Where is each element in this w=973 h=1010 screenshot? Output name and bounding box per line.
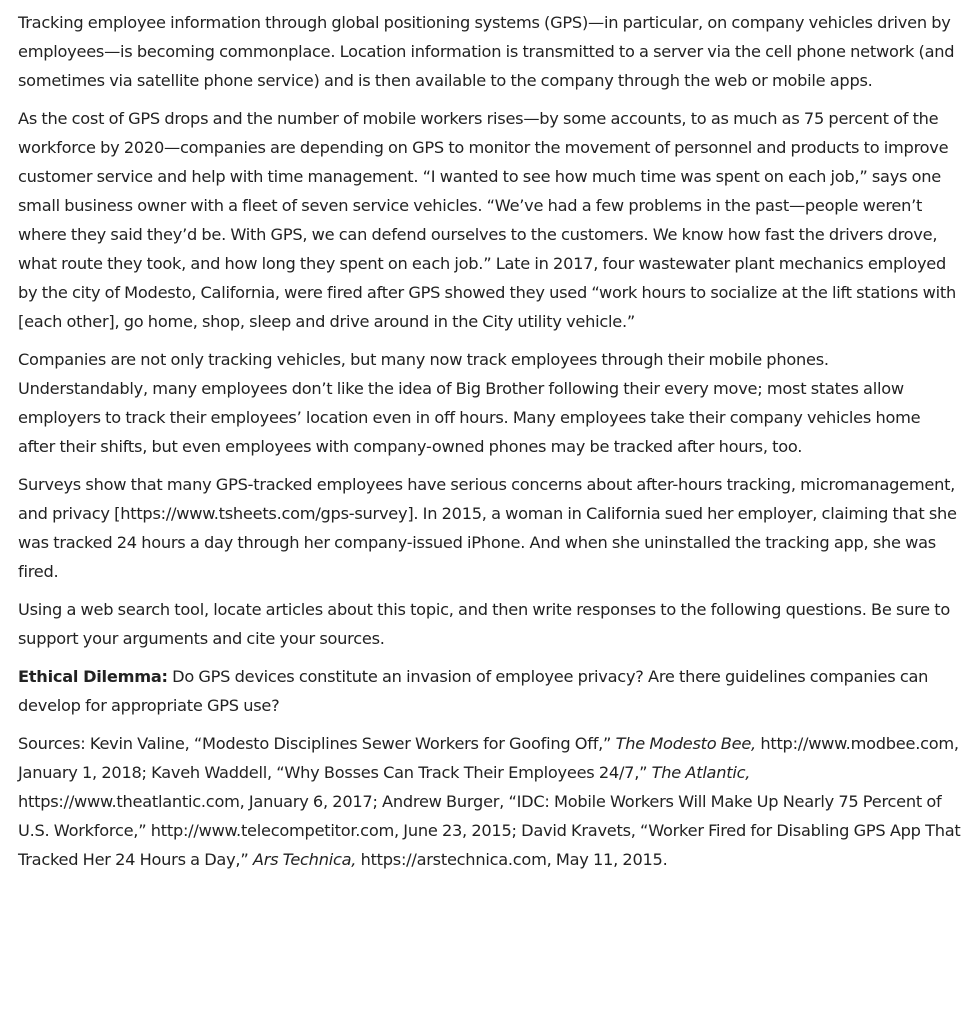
sources-part-1: Sources: Kevin Valine, “Modesto Disciplines Sewer Workers for Goofing Off,”: [18, 734, 616, 753]
sources-part-2: http://www.modbee.com, January 1, 2018; Kaveh Waddell, “Why Bosses Can Track Their Employees 24/7,”: [18, 734, 959, 782]
ethical-dilemma-label: Ethical Dilemma:: [18, 667, 168, 686]
paragraph-surveys: Surveys show that many GPS-tracked employees have serious concerns about after-hours tracking, micromanagement, and privacy [https://www.tsheets.com/gps-survey]. In 2015, a woman in California sued her employer, claiming that she was tracked 24 hours a day through her company-issued iPhone. And when she uninstalled the tracking app, she was fired.: [18, 475, 957, 581]
source-title-modesto-bee: The Modesto Bee,: [615, 734, 756, 753]
source-title-ars-technica: Ars Technica,: [252, 850, 357, 869]
source-title-atlantic: The Atlantic,: [651, 763, 751, 782]
sources-paragraph: [18, 729, 961, 874]
sources-part-3: https://www.theatlantic.com, January 6, 2017; Andrew Burger, “IDC: Mobile Workers Will Make Up Nearly 75 Percent of U.S. Workforce,” http://www.telecompetitor.com, June 23, 2015; David Kravets, “Worker Fired for Disabling GPS App That Tracked Her 24 Hours a Day,”: [18, 792, 961, 869]
ethical-dilemma: [18, 662, 961, 720]
paragraph-gps-monitoring: As the cost of GPS drops and the number of mobile workers rises—by some accounts, to as much as 75 percent of the workforce by 2020—companies are depending on GPS to monitor the movement of personnel and products to improve customer service and help with time management. “I wanted to see how much time was spent on each job,” says one small business owner with a fleet of seven service vehicles. “We’ve had a few problems in the past—people weren’t where they said they’d be. With GPS, we can defend ourselves to the customers. We know how fast the drivers drove, what route they took, and how long they spent on each job.” Late in 2017, four wastewater plant mechanics employed by the city of Modesto, California, were fired after GPS showed they used “work hours to socialize at the lift stations with [each other], go home, shop, sleep and drive around in the City utility vehicle.”: [18, 109, 956, 331]
ethical-dilemma-question: Do GPS devices constitute an invasion of employee privacy? Are there guidelines companies can develop for appropriate GPS use?: [18, 667, 929, 715]
paragraph-gps-intro: Tracking employee information through global positioning systems (GPS)—in particular, on company vehicles driven by employees—is becoming commonplace. Location information is transmitted to a server via the cell phone network (and sometimes via satellite phone service) and is then available to the company through the web or mobile apps.: [18, 13, 955, 90]
sources-part-4: https://arstechnica.com, May 11, 2015.: [356, 850, 668, 869]
paragraph-mobile-tracking: Companies are not only tracking vehicles, but many now track employees through their mobile phones. Understandably, many employees don’t like the idea of Big Brother following their every move; most states allow employers to track their employees’ location even in off hours. Many employees take their company vehicles home after their shifts, but even employees with company-owned phones may be tracked after hours, too.: [18, 350, 921, 456]
paragraph-instructions: Using a web search tool, locate articles about this topic, and then write responses to the following questions. Be sure to support your arguments and cite your sources.: [18, 600, 951, 648]
